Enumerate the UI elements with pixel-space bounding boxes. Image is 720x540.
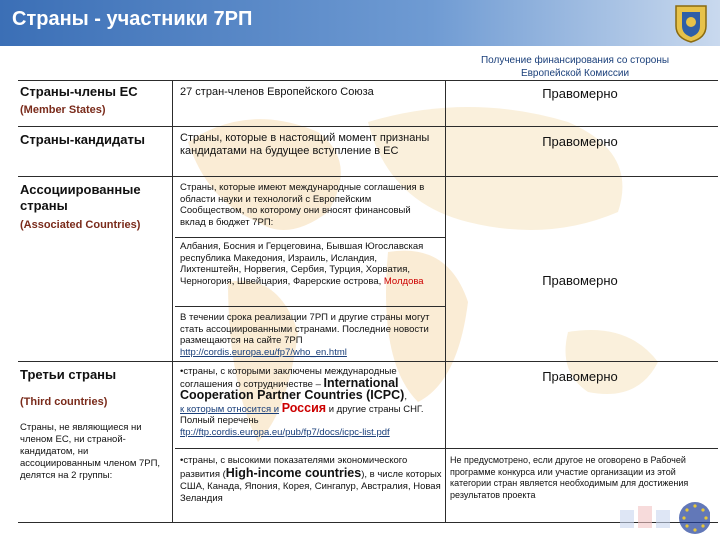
member-states-desc: 27 стран-членов Европейского Союза	[180, 86, 374, 98]
associated-countries-status: Правомерно	[542, 273, 618, 288]
high-income-status: Не предусмотрено, если другое не оговорено в Рабочей программе конкурса или участие организации из этой категории стран является необходимым для достижения результатов проекта	[450, 455, 689, 500]
candidate-countries-desc: Страны, которые в настоящий момент признаны кандидатами на будущее вступление в ЕС	[180, 132, 430, 157]
associated-countries-desc: Страны, которые имеют международные соглашения в области науки и технологий с Европейским Сообществом, по которому они вносят финансовый вклад в бюджет 7РП:	[180, 182, 425, 228]
associated-countries-list	[180, 241, 435, 287]
third-countries-sublabel: (Third countries)	[20, 396, 108, 408]
third-desc-d: и другие страны СНГ. Полный перечень	[180, 403, 424, 426]
funding-column-header: Получение финансирования со стороны Европейской Комиссии	[480, 55, 670, 79]
third-countries-status: Правомерно	[542, 369, 618, 384]
table-divider	[18, 126, 718, 127]
associated-countries-label: Ассоциированные страны	[20, 182, 141, 213]
table-divider	[18, 361, 718, 362]
member-states-status: Правомерно	[542, 86, 618, 101]
table-column-line	[445, 80, 446, 522]
table-divider	[175, 306, 445, 307]
page-title: Страны - участники 7РП	[12, 8, 253, 30]
fp7-who-link[interactable]: http://cordis.europa.eu/fp7/who_en.html	[180, 346, 347, 358]
member-states-sublabel: (Member States)	[20, 104, 106, 116]
russia-highlight: Россия	[281, 400, 327, 415]
table-divider	[175, 448, 718, 449]
high-income-desc-c: ), в числе которых США, Канада, Япония, Корея, Сингапур, Австралия, Новая Зеландия	[180, 469, 442, 504]
table-divider	[175, 237, 445, 238]
moldova-highlight: Молдова	[383, 275, 424, 287]
third-countries-desc	[180, 366, 442, 438]
flags-logo-icon	[600, 496, 710, 536]
associated-note-text: В течении срока реализации 7РП и другие страны могут стать ассоциированными странами. Последние новости размещаются на сайте 7РП	[180, 312, 430, 346]
third-countries-label: Третьи страны	[20, 367, 117, 382]
high-income-term: High-income countries	[225, 466, 362, 480]
associated-countries-list-text: Албания, Босния и Герцеговина, Бывшая Югославская республика Македония, Израиль, Исландия, Лихтенштейн, Норвегия, Сербия, Турция, Хорватия, Черногория, Швейцария, Фарерские острова,	[180, 241, 424, 287]
high-income-desc-a: •страны, с высокими показателями экономического развития (	[180, 455, 408, 480]
candidate-countries-label: Страны-кандидаты	[20, 132, 145, 147]
header-bar	[0, 0, 720, 46]
icpc-list-link[interactable]: ftp://ftp.cordis.europa.eu/pub/fp7/docs/icpc-list.pdf	[180, 426, 390, 438]
table-divider	[18, 176, 718, 177]
candidate-countries-status: Правомерно	[542, 134, 618, 149]
third-desc-a: •страны, с которыми заключены международные соглашения о сотрудничестве –	[180, 366, 397, 390]
russia-link-text[interactable]: к которым относится и	[180, 403, 280, 415]
associated-countries-note	[180, 312, 440, 358]
icpc-term: International Cooperation Partner Countries (ICPC)	[180, 375, 405, 402]
table-column-line	[172, 80, 173, 522]
associated-countries-sublabel: (Associated Countries)	[20, 219, 141, 231]
third-desc-c: ,	[404, 391, 407, 402]
non-member-groups-label: Страны, не являющиеся ни членом ЕС, ни страной-кандидатом, ни ассоциированным членом 7РП, делятся на 2 группы:	[20, 422, 161, 481]
high-income-desc	[180, 455, 442, 505]
table-divider	[18, 80, 718, 81]
member-states-label: Страны-члены ЕС	[20, 84, 138, 99]
coat-of-arms-icon	[668, 2, 714, 44]
